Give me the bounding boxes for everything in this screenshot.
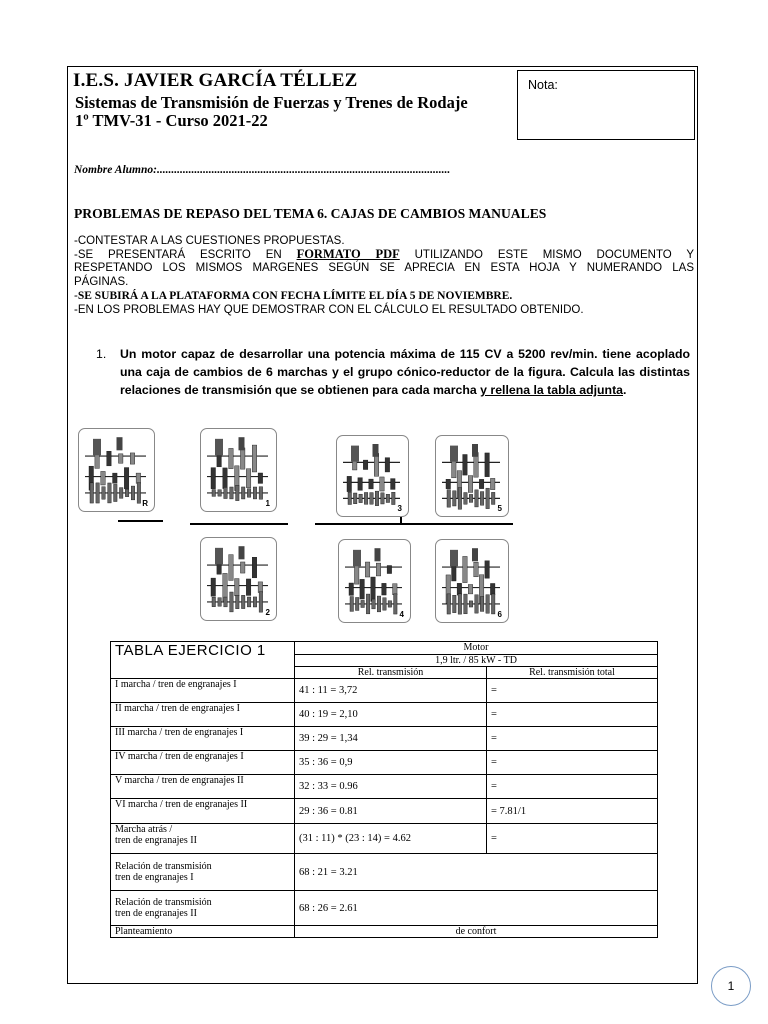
format-pdf-text: FORMATO PDF (296, 247, 400, 261)
figure-line (315, 523, 513, 525)
subject-title: Sistemas de Transmisión de Fuerzas y Trenes de Rodaje (75, 93, 468, 112)
reverse-total[interactable]: = (487, 824, 658, 854)
instruction-line-4: PÁGINAS. (74, 276, 129, 288)
gear-diagram-reverse (78, 428, 155, 512)
problem-text (120, 345, 690, 399)
table-row (111, 751, 658, 775)
instruction-text: UTILIZANDO ESTE MISMO DOCUMENTO Y (414, 249, 695, 261)
rel-cell[interactable]: 39 : 29 = 1,34 (295, 727, 487, 751)
course-title: 1º TMV-31 - Curso 2021-22 (75, 111, 268, 130)
last-label: Planteamiento (111, 926, 295, 938)
rel2-label (111, 891, 295, 926)
instruction-text: - (74, 290, 78, 302)
table-row (111, 727, 658, 751)
gear-diagram-6 (435, 539, 509, 623)
gear-diagram-1 (200, 428, 277, 512)
motor-header: Motor (295, 642, 658, 655)
total-cell[interactable]: = (487, 751, 658, 775)
instruction-line-5 (74, 290, 694, 304)
table-title-cell (111, 642, 295, 679)
row-label: VI marcha / tren de engranajes II (111, 799, 295, 824)
gear-label: 6 (497, 610, 502, 619)
col-rel-header: Rel. transmisión (295, 667, 487, 679)
table-row (111, 799, 658, 824)
rel-cell[interactable]: 41 : 11 = 3,72 (295, 679, 487, 703)
instruction-text: -SE PRESENTARÁ ESCRITO EN (74, 249, 282, 261)
section-heading: PROBLEMAS DE REPASO DEL TEMA 6. CAJAS DE CAMBIOS MANUALES (74, 206, 547, 221)
row-label: II marcha / tren de engranajes I (111, 703, 295, 727)
row-label: III marcha / tren de engranajes I (111, 727, 295, 751)
rel-cell[interactable]: 29 : 36 = 0.81 (295, 799, 487, 824)
deadline-text: SE SUBIRÁ A LA PLATAFORMA CON FECHA LÍMITE EL DÍA 5 DE NOVIEMBRE (77, 290, 510, 302)
problem-underlined: y rellena la tabla adjunta (480, 383, 624, 397)
gear-diagram-2 (200, 537, 277, 621)
gear-label: 4 (399, 610, 404, 619)
page-number: 1 (711, 966, 751, 1006)
gear-diagram-4 (338, 539, 411, 623)
gear-diagram-5 (435, 435, 509, 517)
gear-label: R (142, 499, 148, 508)
total-cell[interactable]: = (487, 727, 658, 751)
table-row (111, 703, 658, 727)
exercise-table (110, 641, 658, 938)
row-label: tren de engranajes II (115, 835, 197, 846)
figure-line (118, 520, 163, 522)
grade-label: Nota: (528, 78, 558, 92)
instruction-line-6: -EN LOS PROBLEMAS HAY QUE DEMOSTRAR CON EL CÁLCULO EL RESULTADO OBTENIDO. (74, 304, 584, 316)
gear-label: 2 (265, 608, 270, 617)
gear-label: 3 (397, 504, 402, 513)
instruction-line-3: RESPETANDO LOS MISMOS MARGENES SEGÚN SE APRECIA EN ESTA HOJA Y NUMERANDO LAS (74, 262, 694, 274)
gear-label: 1 (265, 499, 270, 508)
instruction-line-1: -CONTESTAR A LAS CUESTIONES PROPUESTAS. (74, 235, 345, 247)
gear-label: 5 (497, 504, 502, 513)
student-name-field[interactable]: Nombre Alumno:...................................................................................................... (74, 164, 451, 176)
rel1-value[interactable]: 68 : 21 = 3.21 (295, 854, 658, 891)
row-label: tren de engranajes I (115, 872, 194, 883)
row-label: IV marcha / tren de engranajes I (111, 751, 295, 775)
rel2-value[interactable]: 68 : 26 = 2.61 (295, 891, 658, 926)
problem-number: 1. (96, 347, 107, 361)
figure-line (190, 523, 288, 525)
total-cell[interactable]: = (487, 703, 658, 727)
rel1-label (111, 854, 295, 891)
table-row (111, 775, 658, 799)
rel-cell[interactable]: 32 : 33 = 0.96 (295, 775, 487, 799)
last-value[interactable]: de confort (295, 926, 658, 938)
row-label: Relación de transmisión (115, 897, 212, 908)
table-title: TABLA EJERCICIO 1 (115, 642, 266, 659)
engine-header: 1,9 ltr. / 85 kW - TD (295, 655, 658, 667)
total-cell[interactable]: = (487, 679, 658, 703)
col-total-header: Rel. transmisión total (487, 667, 658, 679)
reverse-rel[interactable]: (31 : 11) * (23 : 14) = 4.62 (295, 824, 487, 854)
grade-box[interactable] (517, 70, 695, 140)
total-cell[interactable]: = (487, 775, 658, 799)
row-label: tren de engranajes II (115, 908, 197, 919)
table-row (111, 679, 658, 703)
row-label: V marcha / tren de engranajes II (111, 775, 295, 799)
row-label: Marcha atrás / (115, 824, 173, 835)
instruction-text: . (509, 290, 513, 302)
reverse-label (111, 824, 295, 854)
school-name: I.E.S. JAVIER GARCÍA TÉLLEZ (73, 70, 358, 91)
rel-cell[interactable]: 40 : 19 = 2,10 (295, 703, 487, 727)
total-cell[interactable]: = 7.81/1 (487, 799, 658, 824)
row-label: I marcha / tren de engranajes I (111, 679, 295, 703)
row-label: Relación de transmisión (115, 861, 212, 872)
instruction-line-2 (74, 248, 694, 263)
problem-statement: Un motor capaz de desarrollar una potencia máxima de 115 CV a 5200 rev/min. tiene acoplado una caja de cambios de 6 marchas y el grupo cónico-reductor de la figura. Calcula las distintas relaciones de transmisión que se obtienen para cada marcha (120, 347, 690, 397)
gear-diagram-3 (336, 435, 409, 517)
rel-cell[interactable]: 35 : 36 = 0,9 (295, 751, 487, 775)
problem-end: . (623, 383, 627, 397)
